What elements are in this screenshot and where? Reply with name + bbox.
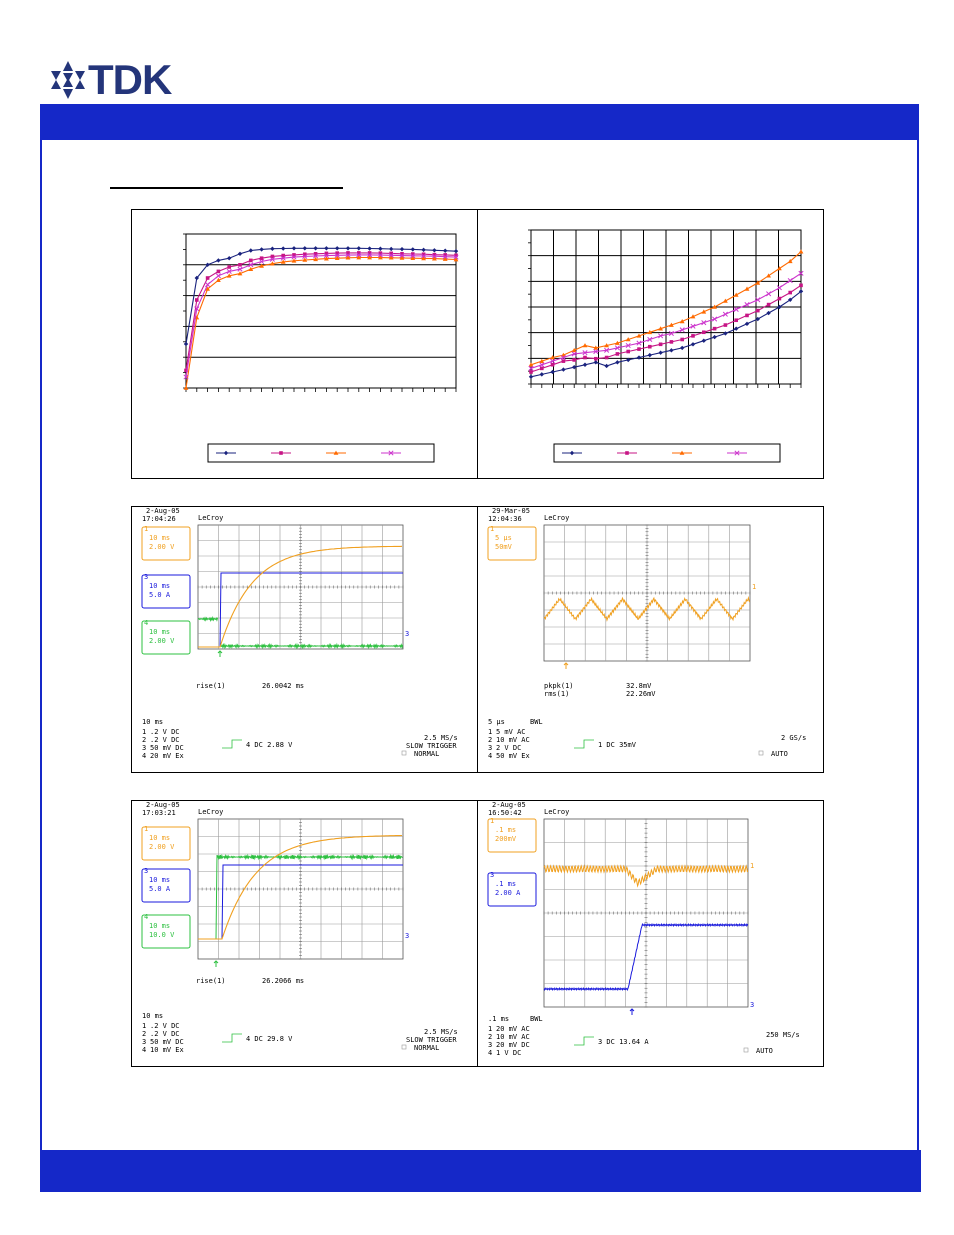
- acquisition-mode: AUTO: [771, 750, 788, 758]
- trigger-arrow-icon: [218, 651, 222, 657]
- data-point: [767, 303, 771, 307]
- data-point: [583, 363, 587, 367]
- data-point: [648, 353, 652, 357]
- trigger-symbol: [574, 1037, 594, 1045]
- loss-chart: [478, 210, 823, 478]
- data-point: [626, 350, 630, 354]
- channel-marker: 1: [752, 583, 757, 591]
- channel-scale: 5.0 A: [149, 591, 171, 599]
- data-point: [217, 270, 221, 274]
- data-point: [756, 309, 760, 313]
- data-point: [745, 314, 749, 318]
- channel-number: 3: [144, 573, 149, 581]
- footer-channel-setting: 20 mV AC: [496, 1025, 530, 1033]
- channel-timebase: 5 μs: [495, 534, 512, 542]
- footer-channel-number: 4: [142, 752, 147, 760]
- data-point: [615, 360, 619, 364]
- measurement-value: 26.2066 ms: [262, 977, 305, 985]
- channel-scale: 2.00 A: [495, 889, 521, 897]
- data-point: [724, 323, 728, 327]
- footer-channel-setting: 50 mV Ex: [496, 752, 530, 760]
- footer-channel-setting: 10 mV AC: [496, 1033, 530, 1041]
- data-point: [616, 352, 620, 356]
- data-point: [249, 259, 253, 263]
- channel-number: 4: [144, 619, 149, 627]
- data-point: [357, 246, 361, 250]
- scope-startup-input-panel: [131, 800, 479, 1067]
- trigger-mode: SLOW TRIGGER: [406, 1036, 457, 1044]
- data-point: [799, 284, 803, 288]
- data-point: [550, 370, 554, 374]
- left-frame: [40, 140, 42, 1192]
- channel-timebase: .1 ms: [495, 826, 517, 834]
- footer-channel-number: 2: [488, 736, 493, 744]
- channel-marker: 3: [405, 932, 410, 940]
- data-point: [561, 367, 565, 371]
- channel-timebase: .1 ms: [495, 880, 517, 888]
- footer-channel-number: 3: [488, 1041, 493, 1049]
- footer-channel-setting: .2 V DC: [150, 736, 180, 744]
- data-point: [734, 318, 738, 322]
- data-point: [346, 246, 350, 250]
- measurement-label: rise(1): [196, 682, 226, 690]
- loss-chart-panel: [477, 209, 824, 479]
- data-point: [227, 256, 231, 260]
- scope-date: 2-Aug-05: [492, 801, 526, 809]
- data-point: [454, 249, 458, 253]
- data-point: [745, 302, 749, 306]
- data-point: [216, 274, 220, 278]
- footer-channel-number: 2: [142, 1030, 147, 1038]
- footer-channel-number: 2: [488, 1033, 493, 1041]
- scope-transient: [478, 801, 823, 1066]
- measurement-value: 22.26mV: [626, 690, 656, 698]
- footer-channel-number: 4: [488, 752, 493, 760]
- footer-channel-number: 1: [142, 728, 147, 736]
- scope-transient-panel: [477, 800, 824, 1067]
- sample-rate: 2.5 MS/s: [424, 1028, 458, 1036]
- footer-channel-setting: 50 mV DC: [150, 1038, 184, 1046]
- data-point: [206, 276, 210, 280]
- data-point: [303, 246, 307, 250]
- channel-number: 4: [144, 913, 149, 921]
- scope-date: 2-Aug-05: [146, 801, 180, 809]
- data-point: [313, 246, 317, 250]
- channel-marker: 3: [750, 1001, 755, 1009]
- data-point: [788, 291, 792, 295]
- footer-channel-number: 4: [142, 1046, 147, 1054]
- data-point: [238, 263, 242, 267]
- acquisition-mode: NORMAL: [414, 1044, 440, 1052]
- channel-scale: 50mV: [495, 543, 512, 551]
- trigger-arrow-icon: [214, 961, 218, 967]
- scope-time: 17:04:26: [142, 515, 176, 523]
- footer-bwl: BWL: [530, 1015, 543, 1023]
- mode-checkbox: [402, 1045, 406, 1049]
- series-line-0: [186, 248, 456, 344]
- channel-scale: 2.00 V: [149, 843, 175, 851]
- data-point: [669, 348, 673, 352]
- footer-channel-setting: 10 mV AC: [496, 736, 530, 744]
- footer-channel-number: 1: [488, 1025, 493, 1033]
- channel-marker: 1: [750, 862, 755, 870]
- scope-time: 12:04:36: [488, 515, 522, 523]
- data-point: [637, 347, 641, 351]
- data-point: [723, 312, 727, 316]
- data-point: [680, 338, 684, 342]
- measurement-value: 32.8mV: [626, 682, 652, 690]
- data-point: [713, 327, 717, 331]
- data-point: [270, 247, 274, 251]
- data-point: [734, 307, 738, 311]
- data-point: [702, 338, 706, 342]
- scope-brand: LeCroy: [198, 808, 224, 816]
- sample-rate: 250 MS/s: [766, 1031, 800, 1039]
- data-point: [432, 248, 436, 252]
- channel-scale: 200mV: [495, 835, 517, 843]
- data-point: [259, 247, 263, 251]
- measurement-value: 26.0042 ms: [262, 682, 305, 690]
- data-point: [745, 322, 749, 326]
- channel-number: 1: [490, 525, 495, 533]
- data-point: [378, 247, 382, 251]
- efficiency-chart: [132, 210, 478, 478]
- data-point: [702, 330, 706, 334]
- channel-timebase: 10 ms: [149, 834, 171, 842]
- acquisition-mode: NORMAL: [414, 750, 440, 758]
- data-point: [443, 249, 447, 253]
- footer-timebase: 10 ms: [142, 718, 164, 726]
- data-point: [799, 249, 804, 253]
- brand-name: TDK: [88, 56, 172, 103]
- channel-timebase: 10 ms: [149, 582, 171, 590]
- header-bar: [40, 104, 919, 140]
- scope-time: 17:03:21: [142, 809, 176, 817]
- data-point: [551, 363, 555, 367]
- sample-rate: 2.5 MS/s: [424, 734, 458, 742]
- trigger-arrow-icon: [630, 1009, 634, 1015]
- scope-time: 16:50:42: [488, 809, 522, 817]
- footer-channel-number: 3: [142, 1038, 147, 1046]
- footer-channel-setting: 2 V DC: [496, 744, 522, 752]
- footer-timebase: .1 ms: [488, 1015, 510, 1023]
- scope-brand: LeCroy: [544, 808, 570, 816]
- series-line-3: [186, 255, 456, 377]
- channel-timebase: 10 ms: [149, 922, 171, 930]
- data-point: [572, 358, 576, 362]
- channel-scale: 10.0 V: [149, 931, 175, 939]
- data-point: [594, 360, 598, 364]
- footer-channel-number: 3: [142, 744, 147, 752]
- scope-date: 29-Mar-05: [492, 507, 530, 515]
- channel-timebase: 10 ms: [149, 534, 171, 542]
- channel-scale: 2.00 V: [149, 637, 175, 645]
- data-point: [658, 351, 662, 355]
- plot-frame: [186, 234, 456, 388]
- scope-date: 2-Aug-05: [146, 507, 180, 515]
- data-point: [529, 375, 533, 379]
- data-point: [227, 265, 231, 269]
- channel-timebase: 10 ms: [149, 876, 171, 884]
- data-point: [238, 252, 242, 256]
- section-underline: [110, 187, 343, 189]
- acquisition-mode: AUTO: [756, 1047, 773, 1055]
- data-point: [324, 246, 328, 250]
- measurement-label: rise(1): [196, 977, 226, 985]
- data-point: [281, 246, 285, 250]
- data-point: [421, 248, 425, 252]
- footer-timebase: 5 μs: [488, 718, 505, 726]
- legend-marker: [279, 451, 283, 455]
- data-point: [670, 340, 674, 344]
- footer-channel-number: 1: [488, 728, 493, 736]
- data-point: [583, 343, 588, 347]
- trigger-arrow-icon: [564, 663, 568, 669]
- footer-bar: [40, 1150, 921, 1192]
- trigger-setting: 3 DC 13.64 A: [598, 1038, 649, 1046]
- data-point: [691, 342, 695, 346]
- mode-checkbox: [744, 1048, 748, 1052]
- data-point: [400, 247, 404, 251]
- series-line-1: [186, 253, 456, 371]
- channel-timebase: 10 ms: [149, 628, 171, 636]
- channel-number: 1: [144, 825, 149, 833]
- data-point: [680, 346, 684, 350]
- scope-ripple: [478, 507, 823, 772]
- channel-number: 1: [144, 525, 149, 533]
- footer-channel-setting: .2 V DC: [150, 1030, 180, 1038]
- scope-startup-panel: [131, 506, 479, 773]
- footer-bwl: BWL: [530, 718, 543, 726]
- data-point: [540, 372, 544, 376]
- data-point: [205, 282, 209, 286]
- data-point: [605, 356, 609, 360]
- trigger-setting: 1 DC 35mV: [598, 741, 636, 749]
- data-point: [734, 326, 738, 330]
- data-point: [648, 345, 652, 349]
- channel-scale: 2.00 V: [149, 543, 175, 551]
- efficiency-chart-panel: [131, 209, 479, 479]
- data-point: [594, 357, 598, 361]
- footer-channel-setting: .2 V DC: [150, 728, 180, 736]
- data-point: [529, 370, 533, 374]
- data-point: [691, 334, 695, 338]
- trigger-symbol: [222, 1034, 242, 1042]
- footer-channel-setting: 5 mV AC: [496, 728, 526, 736]
- trigger-symbol: [222, 740, 242, 748]
- data-point: [195, 298, 199, 302]
- right-frame: [917, 140, 919, 1150]
- data-point: [389, 247, 393, 251]
- data-point: [637, 355, 641, 359]
- data-point: [335, 246, 339, 250]
- scope-startup-input: [132, 801, 478, 1066]
- mode-checkbox: [759, 751, 763, 755]
- channel-number: 1: [490, 817, 495, 825]
- footer-channel-setting: 20 mV DC: [496, 1041, 530, 1049]
- mode-checkbox: [402, 751, 406, 755]
- scope-brand: LeCroy: [544, 514, 570, 522]
- footer-channel-number: 2: [142, 736, 147, 744]
- footer-channel-setting: 20 mV Ex: [150, 752, 184, 760]
- footer-channel-setting: 10 mV Ex: [150, 1046, 184, 1054]
- trigger-mode: SLOW TRIGGER: [406, 742, 457, 750]
- sample-rate: 2 GS/s: [781, 734, 807, 742]
- data-point: [778, 297, 782, 301]
- data-point: [184, 342, 188, 346]
- data-point: [788, 278, 792, 282]
- footer-channel-number: 3: [488, 744, 493, 752]
- footer-channel-setting: .2 V DC: [150, 1022, 180, 1030]
- data-point: [723, 331, 727, 335]
- scope-startup: [132, 507, 478, 772]
- data-point: [604, 364, 608, 368]
- data-point: [777, 286, 781, 290]
- trigger-setting: 4 DC 29.8 V: [246, 1035, 293, 1043]
- data-point: [292, 246, 296, 250]
- data-point: [712, 335, 716, 339]
- data-point: [659, 342, 663, 346]
- scope-ripple-panel: [477, 506, 824, 773]
- data-point: [249, 248, 253, 252]
- channel-number: 3: [144, 867, 149, 875]
- channel-number: 3: [490, 871, 495, 879]
- data-point: [260, 256, 264, 260]
- data-point: [766, 311, 770, 315]
- data-point: [540, 367, 544, 371]
- legend-marker: [625, 451, 629, 455]
- data-point: [216, 258, 220, 262]
- footer-timebase: 10 ms: [142, 1012, 164, 1020]
- trigger-symbol: [574, 740, 594, 748]
- footer-channel-setting: 50 mV DC: [150, 744, 184, 752]
- channel-marker: 3: [405, 630, 410, 638]
- measurement-label: rms(1): [544, 690, 570, 698]
- trigger-setting: 4 DC 2.88 V: [246, 741, 293, 749]
- data-point: [562, 359, 566, 363]
- series-line-2: [186, 258, 456, 389]
- footer-channel-setting: 1 V DC: [496, 1049, 522, 1057]
- data-point: [367, 246, 371, 250]
- footer-channel-number: 1: [142, 1022, 147, 1030]
- measurement-label: pkpk(1): [544, 682, 574, 690]
- data-point: [411, 247, 415, 251]
- footer-channel-number: 4: [488, 1049, 493, 1057]
- scope-brand: LeCroy: [198, 514, 224, 522]
- data-point: [766, 292, 770, 296]
- data-point: [583, 356, 587, 360]
- channel-scale: 5.0 A: [149, 885, 171, 893]
